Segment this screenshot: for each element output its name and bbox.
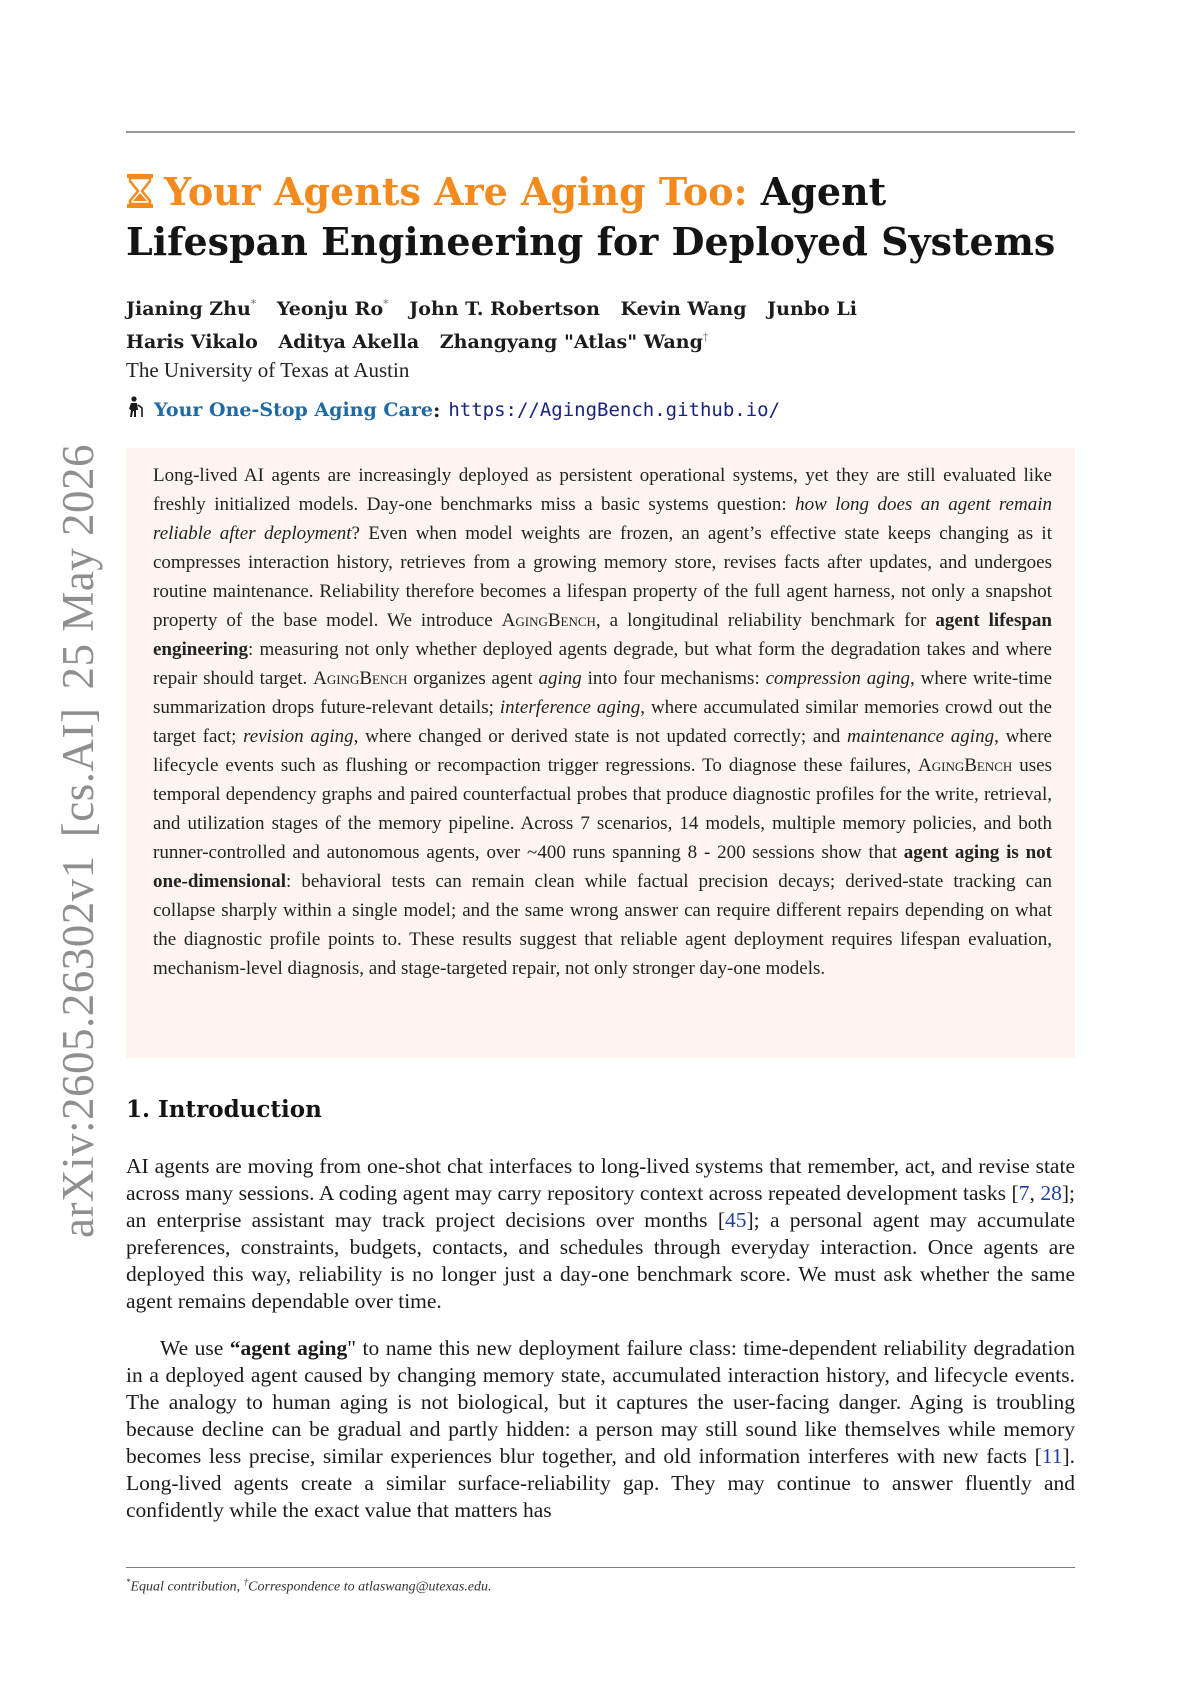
footnote-rule — [126, 1567, 1075, 1568]
title-main: Agent Lifespan Engineering for Deployed Systems — [126, 169, 1056, 264]
abstract-segment: , a longitudinal reliability benchmark for — [595, 610, 936, 631]
author-name: Jianing Zhu — [126, 298, 251, 321]
author — [278, 331, 419, 353]
footnote-mark: † — [243, 1577, 249, 1587]
author-mark: * — [250, 298, 257, 311]
mechanism-term: maintenance aging — [847, 726, 995, 747]
author-name: Yeonju Ro — [276, 298, 384, 321]
arxiv-id: arXiv:2605.26302v1 — [53, 855, 103, 1238]
mechanism-term: interference aging — [499, 697, 641, 718]
abstract-segment: Long-lived AI agents are increasingly deployed as persistent operational systems, yet they are still evaluated like freshly initialized models. Day-one benchmarks miss a basic systems question: — [153, 465, 1052, 515]
author-list — [126, 291, 871, 356]
project-colon: : — [432, 398, 441, 422]
footnote-mark: * — [126, 1577, 131, 1587]
author-mark: † — [702, 330, 709, 344]
paragraph-segment: We use — [160, 1336, 230, 1360]
arxiv-category: [cs.AI] — [53, 707, 103, 838]
author — [621, 298, 747, 320]
arxiv-side-stamp — [52, 435, 104, 1247]
project-label-link[interactable]: Your One-Stop Aging Care — [154, 399, 433, 421]
author-name: Haris Vikalo — [126, 330, 258, 353]
abstract-emphasis: aging — [538, 668, 582, 689]
author-name: Aditya Akella — [278, 330, 420, 353]
footnote-text: Correspondence to atlaswang@utexas.edu. — [248, 1579, 492, 1595]
abstract-segment: , where lifecycle events such as flushing or recompaction trigger regressions. To diagnose these failures, — [153, 726, 1052, 776]
section-heading: 1. Introduction — [126, 1096, 322, 1123]
citation-link[interactable]: 45 — [725, 1208, 747, 1232]
author-name: John T. Robertson — [409, 298, 600, 321]
author — [126, 331, 258, 353]
mechanism-term: revision aging — [243, 726, 354, 747]
footnote-text: Equal contribution, — [130, 1579, 244, 1595]
author-name: Junbo Li — [767, 298, 857, 321]
paragraph-segment: ]; a personal agent may accumulate preferences, constraints, budgets, contacts, and schedules through everyday interaction. Once agents are deployed this way, reliability is no longer just a day-one benchmark score. We must ask whether the same agent remains dependable over time. — [126, 1208, 1075, 1313]
author — [126, 298, 256, 320]
author — [440, 331, 709, 353]
footnote — [126, 1577, 492, 1596]
abstract-segment: , where changed or derived state is not updated correctly; and — [353, 726, 847, 747]
author-line-2 — [126, 323, 871, 355]
benchmark-name: AgingBench — [313, 668, 408, 689]
abstract-segment: organizes agent — [407, 668, 539, 689]
benchmark-name: AgingBench — [918, 755, 1013, 776]
abstract-bold: agent aging is not one-dimensional — [153, 842, 1052, 892]
author-name: Kevin Wang — [620, 298, 747, 321]
abstract-segment: , where accumulated similar memories crowd out the target fact; — [153, 697, 1052, 747]
author-name: Zhangyang "Atlas" Wang — [439, 330, 703, 353]
author — [277, 298, 389, 320]
citation-link[interactable]: 11 — [1041, 1444, 1063, 1468]
arxiv-date: 25 May 2026 — [53, 444, 103, 690]
walking-cane-person-icon — [126, 396, 146, 424]
author — [409, 298, 600, 320]
paragraph-segment: " to name this new deployment failure class: time-dependent reliability degradation in a deployed agent caused by changing memory state, accumulated interaction history, and lifecycle events. The analogy to human aging is not biological, but it captures the user-facing danger. Aging is troubling because decline can be gradual and partly hidden: a person may still sound like themselves while memory becomes less precise, similar experiences blur together, and old information interferes with new facts [ — [126, 1336, 1076, 1468]
abstract-segment: , where write-time summarization drops future-relevant details; — [153, 668, 1052, 718]
mechanism-term: compression aging — [765, 668, 911, 689]
abstract-segment: into four mechanisms: — [581, 668, 766, 689]
paragraph-segment: ]; an enterprise assistant may track project decisions over months [ — [126, 1181, 1076, 1232]
benchmark-name: AgingBench — [501, 610, 596, 631]
abstract-segment: : behavioral tests can remain clean while factual precision decays; derived-state tracking can collapse sharply within a single model; and the same wrong answer can require different repairs depending on what the diagnostic profile points to. These results suggest that reliable agent deployment requires lifespan evaluation, mechanism-level diagnosis, and stage-targeted repair, not only stronger day-one models. — [153, 871, 1052, 979]
title-accent: Your Agents Are Aging Too: — [164, 169, 748, 214]
citation-link[interactable]: 28 — [1040, 1181, 1062, 1205]
paragraph-segment: AI agents are moving from one-shot chat interfaces to long-lived systems that remember, act, and revise state across many sessions. A coding agent may carry repository context across repeated development tasks [ — [126, 1154, 1075, 1205]
abstract-segment: uses temporal dependency graphs and paired counterfactual probes that produce diagnostic profiles for the write, retrieval, and utilization stages of the memory pipeline. Across 7 scenarios, 14 models, multiple memory policies, and both runner-controlled and autonomous agents, over ~400 runs spanning 8 - 200 sessions show that — [153, 755, 1052, 863]
citation-link[interactable]: 7 — [1018, 1181, 1030, 1205]
author — [767, 298, 857, 320]
term-bold: “agent aging — [229, 1336, 348, 1360]
top-rule — [126, 131, 1075, 133]
project-url-link[interactable]: https://AgingBench.github.io/ — [448, 399, 781, 421]
abstract-segment: ? Even when model weights are frozen, an agent’s effective state keeps changing as it compresses interaction history, retrieves from a growing memory store, revises facts after updates, and undergoes routine maintenance. Reliability therefore becomes a lifespan property of the full agent harness, not only a snapshot property of the base model. We introduce — [153, 523, 1052, 631]
affiliation: The University of Texas at Austin — [126, 358, 410, 382]
paper-title — [126, 168, 1075, 265]
abstract-emphasis: how long does an agent remain reliable after deployment — [153, 494, 1052, 544]
abstract-text — [153, 461, 1052, 983]
intro-paragraph-1: AI agents are moving from one-shot chat interfaces to long-lived systems that remember, act, and revise state across many sessions. A coding agent may carry repository context across repeated development tasks [7, 28]; an enterprise assistant may track project decisions over months [45]; a personal agent may accumulate preferences, constraints, budgets, contacts, and schedules through everyday interaction. Once agents are deployed this way, reliability is no longer just a day-one benchmark score. We must ask whether the same agent remains dependable over time. — [126, 1154, 1076, 1313]
project-link-line — [126, 396, 780, 424]
intro-paragraph-2 — [126, 1335, 1075, 1524]
hourglass-icon — [126, 171, 154, 218]
author-line-1 — [126, 291, 871, 323]
author-mark: * — [383, 298, 389, 311]
paragraph-segment: ]. Long-lived agents create a similar surface-reliability gap. They may continue to answer fluently and confidently while the exact value that matters has — [126, 1444, 1075, 1522]
abstract-bold: agent lifespan engineering — [153, 610, 1052, 660]
abstract-segment: : measuring not only whether deployed agents degrade, but what form the degradation takes and where repair should target. — [153, 639, 1052, 689]
